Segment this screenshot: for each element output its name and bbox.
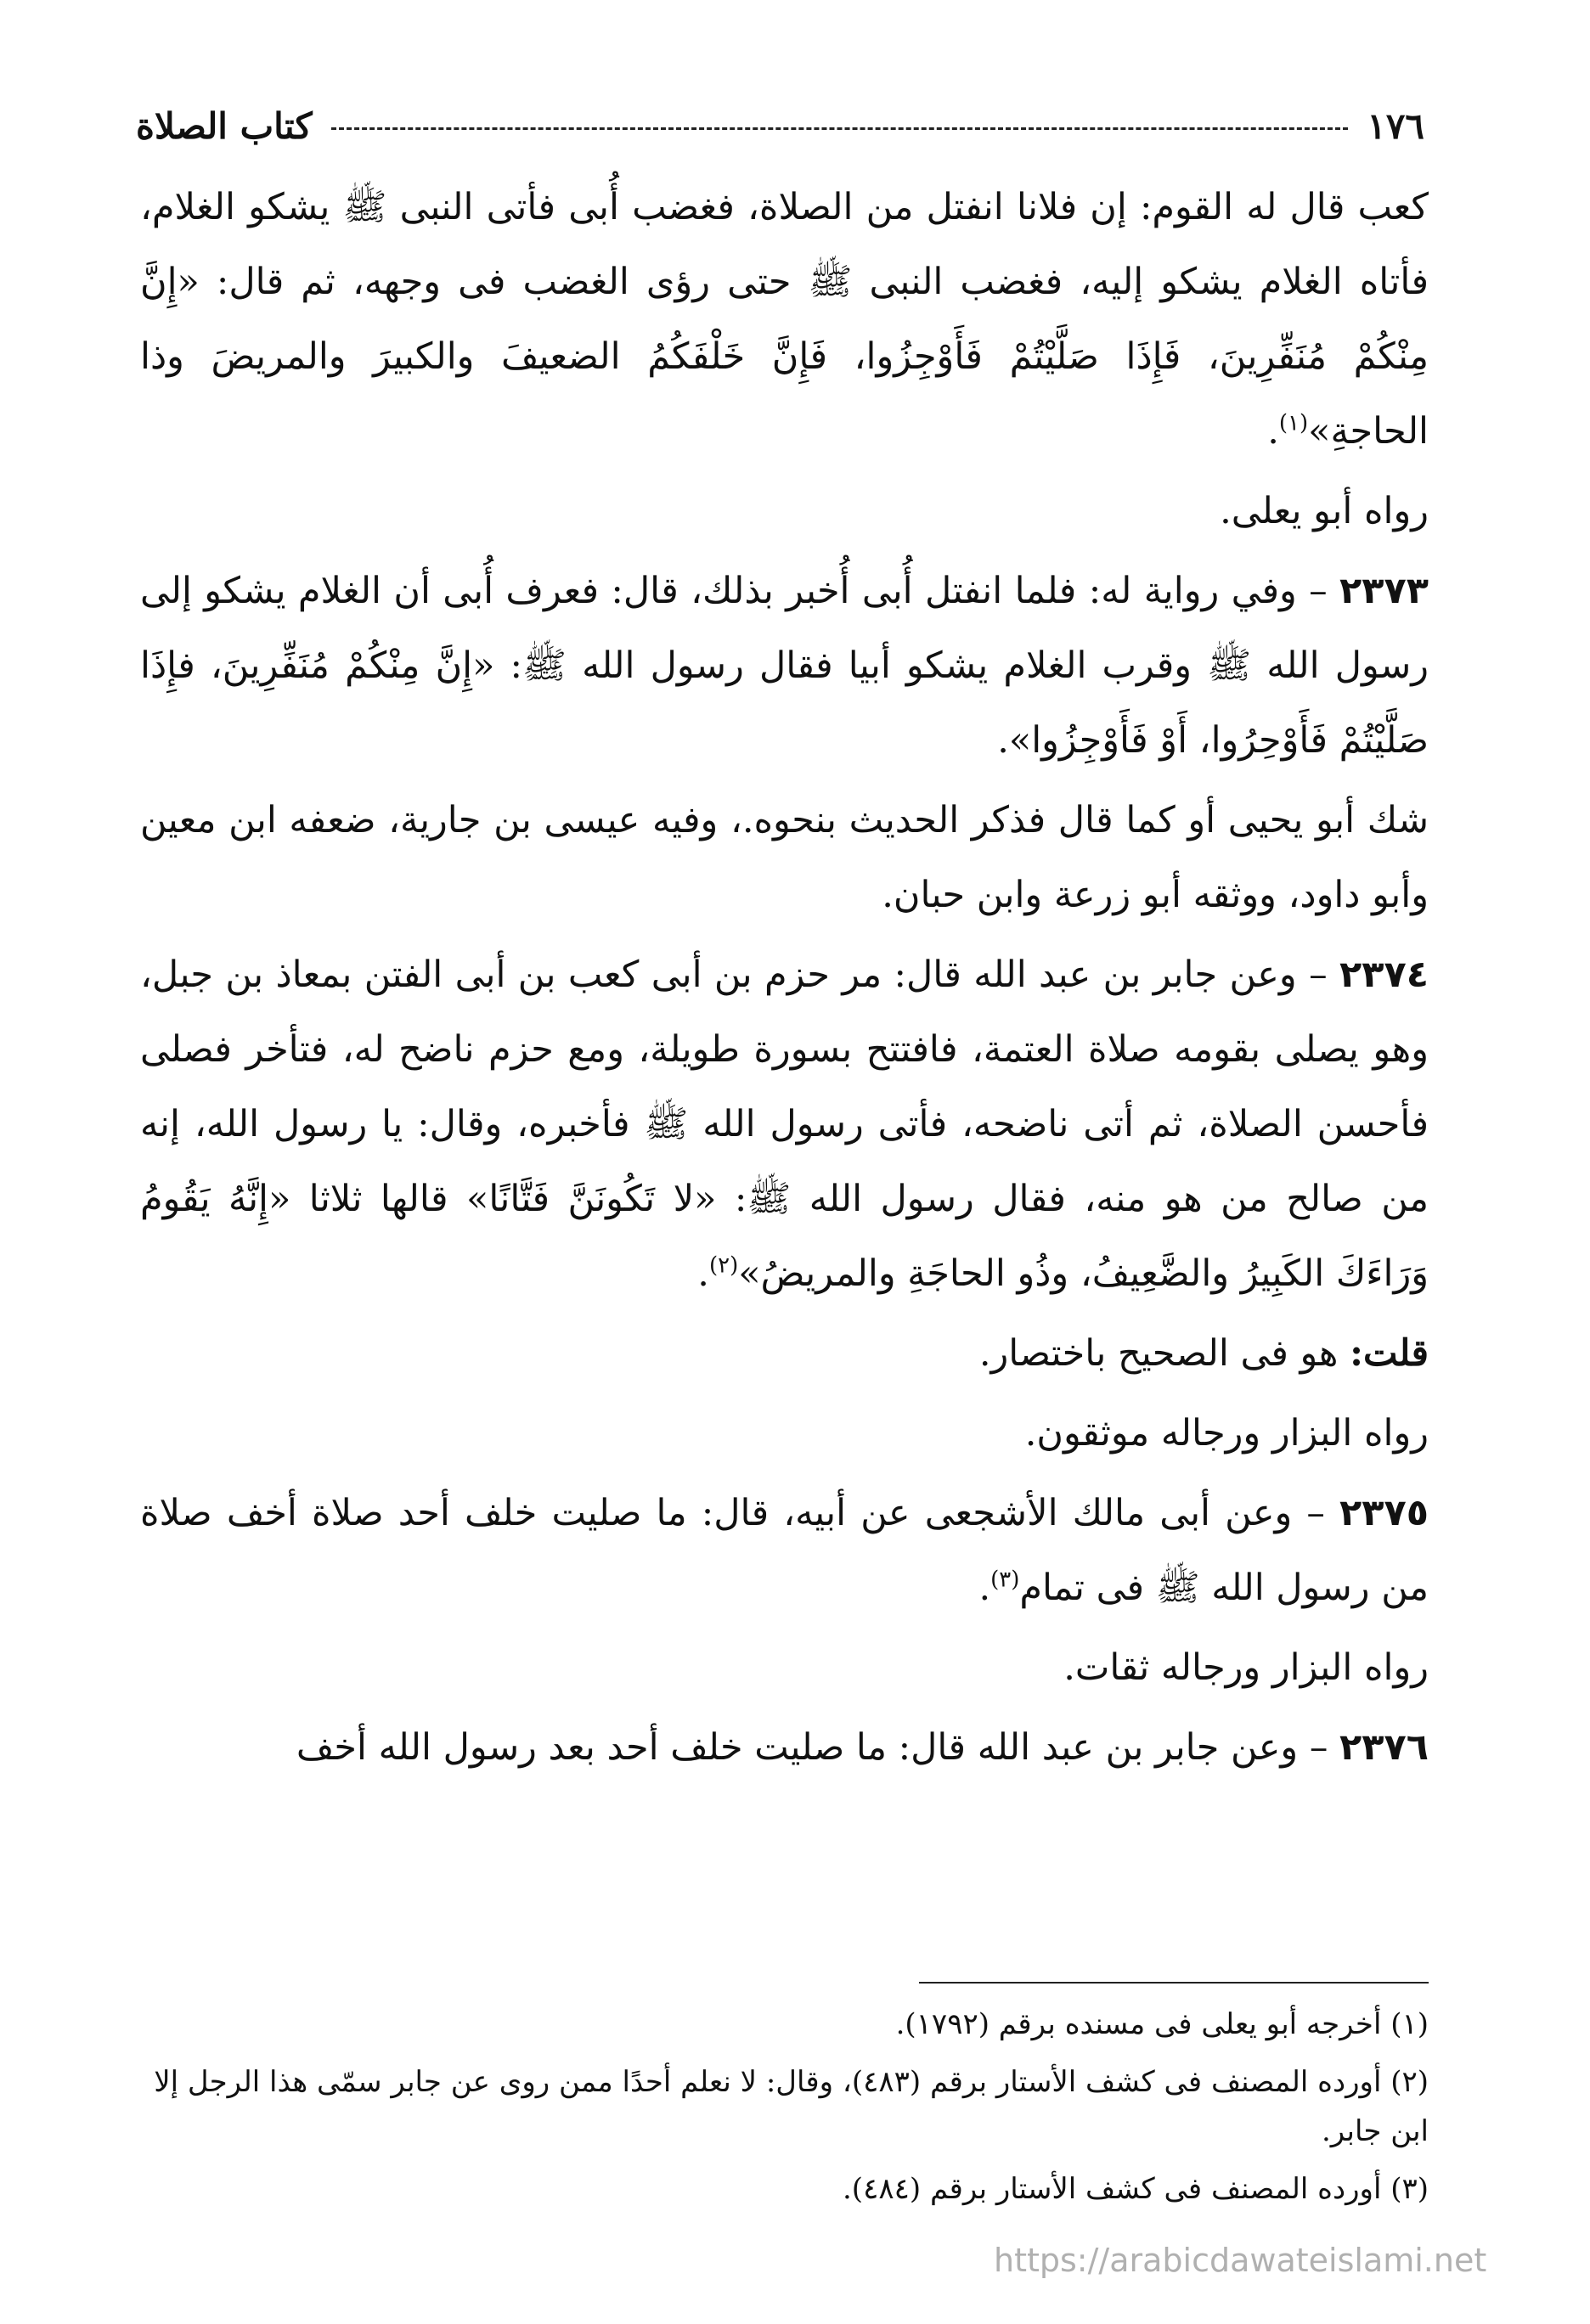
paragraph-end: . — [697, 1252, 709, 1295]
footnote-ref[interactable]: (٣) — [990, 1567, 1020, 1593]
paragraph-end: . — [1267, 410, 1279, 453]
footnote: (١) أخرجه أبو يعلى فى مسنده برقم (١٧٩٢). — [895, 2007, 1429, 2041]
footnote: (٢) أورده المصنف فى كشف الأستار برقم (٤٨٣)، وقال: لا نعلم أحدًا ممن روى عن جابر سمّى هذا الرجل إلا ابن جابر. — [154, 2065, 1429, 2148]
paragraph — [140, 783, 1429, 932]
main-text — [140, 170, 1429, 1790]
paragraph-text: رواه البزار ورجاله ثقات. — [1063, 1646, 1429, 1689]
paragraph — [140, 170, 1429, 469]
watermark-url: https://arabicdawateislami.net — [994, 2242, 1487, 2279]
paragraph-text: – وفي رواية له: فلما انفتل أُبى أُخبر بذلك، قال: فعرف أُبى أن الغلام يشكو إلى رسول الله ﷺ وقرب الغلام يشكو أبيا فقال رسول الله ﷺ: «إِنَّ مِنْكُمْ مُنَفِّرِينَ، فإِذَا صَلَّيْتُمْ فَأَوْحِرُوا، أَوْ فَأَوْجِزُوا». — [140, 570, 1429, 762]
paragraph-text: – وعن أبى مالك الأشجعى عن أبيه، قال: ما صليت خلف أحد صلاة أخف صلاة من رسول الله ﷺ فى تمام — [140, 1492, 1429, 1609]
hadith-number: ٢٣٧٣ — [1339, 570, 1429, 612]
footnote: (٣) أورده المصنف فى كشف الأستار برقم (٤٨٤). — [843, 2172, 1429, 2206]
paragraph-text: – وعن جابر بن عبد الله قال: ما صليت خلف أحد بعد رسول الله أخف — [296, 1726, 1328, 1769]
hadith-number: ٢٣٧٦ — [1339, 1726, 1429, 1769]
paragraph-text: هو فى الصحيح باختصار. — [978, 1332, 1339, 1375]
paragraph-text: كعب قال له القوم: إن فلانا انفتل من الصلاة، فغضب أُبى فأتى النبى ﷺ يشكو الغلام، فأتاه الغلام يشكو إليه، فغضب النبى ﷺ حتى رؤى الغضب فى وجهه، ثم قال: «إِنَّ مِنْكُمْ مُنَفِّرِينَ، فَإِذَا صَلَّيْتُمْ فَأَوْجِزُوا، فَإِنَّ خَلْفَكُمُ الضعيفَ والكبيرَ والمريضَ وذا الحاجةِ» — [140, 186, 1429, 453]
footnote-ref[interactable]: (٢) — [708, 1252, 739, 1279]
paragraph — [140, 1630, 1429, 1705]
paragraph — [140, 1316, 1429, 1391]
page-number: ١٧٦ — [1367, 104, 1424, 147]
book-title: كتاب الصلاة — [136, 104, 313, 147]
paragraph-text: – وعن جابر بن عبد الله قال: مر حزم بن أبى كعب بن أبى الفتن بمعاذ بن جبل، وهو يصلى بقومه صلاة العتمة، فافتتح بسورة طويلة، ومع حزم ناضح له، فتأخر فصلى فأحسن الصلاة، ثم أتى ناضحه، فأتى رسول الله ﷺ فأخبره، وقال: يا رسول الله، إنه من صالح من هو منه، فقال رسول الله ﷺ: «لا تَكُونَنَّ فَتَّانًا» قالها ثلاثا «إِنَّهُ يَقُومُ وَرَاءَكَ الكَبِيرُ والضَّعِيفُ، وذُو الحاجَةِ والمريضُ» — [140, 954, 1429, 1295]
hadith-paragraph — [140, 1476, 1429, 1625]
hadith-number: ٢٣٧٤ — [1339, 954, 1429, 996]
page-header — [136, 100, 1424, 151]
header-rule — [331, 127, 1349, 130]
paragraph — [140, 1396, 1429, 1471]
paragraph-text: رواه البزار ورجاله موثقون. — [1024, 1412, 1429, 1455]
note-label: قلت: — [1350, 1332, 1429, 1375]
paragraph-text: شك أبو يحيى أو كما قال فذكر الحديث بنحوه.، وفيه عيسى بن جارية، ضعفه ابن معين وأبو داود، ووثقه أبو زرعة وابن حبان. — [140, 799, 1429, 916]
footnote-ref[interactable]: (١) — [1278, 410, 1309, 436]
hadith-paragraph — [140, 1710, 1429, 1785]
hadith-paragraph — [140, 554, 1429, 778]
hadith-number: ٢٣٧٥ — [1339, 1492, 1429, 1534]
paragraph — [140, 474, 1429, 549]
footnotes — [140, 2000, 1429, 2222]
hadith-paragraph — [140, 937, 1429, 1311]
footnote-separator — [919, 1982, 1429, 1984]
paragraph-text: رواه أبو يعلى. — [1220, 490, 1429, 532]
paragraph-end: . — [978, 1567, 991, 1609]
